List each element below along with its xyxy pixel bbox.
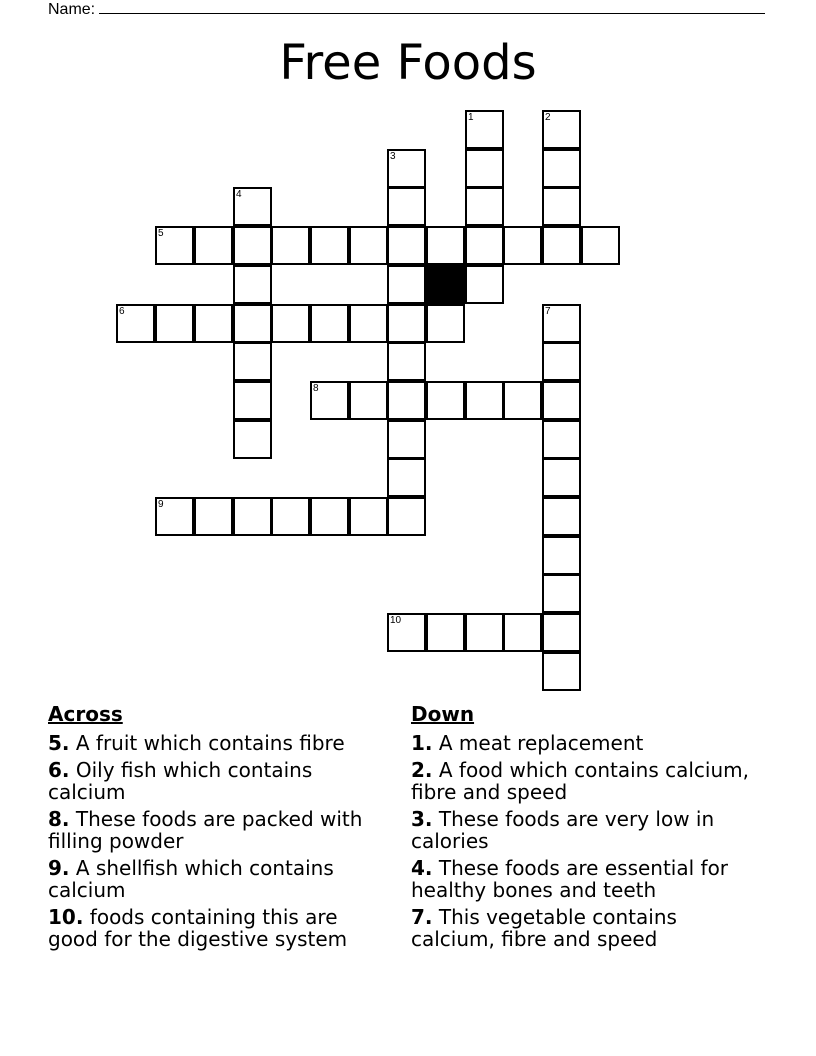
across-clues: [48, 702, 388, 955]
grid-cell[interactable]: [542, 652, 581, 691]
down-clue-2: 2. A food which contains calcium, fibre and speed: [411, 757, 749, 804]
grid-cell[interactable]: [542, 226, 581, 265]
grid-cell[interactable]: [426, 226, 465, 265]
across-clue-6: 6. Oily fish which contains calcium: [48, 757, 313, 804]
clue-number: 5: [158, 228, 164, 239]
grid-cell[interactable]: [465, 187, 504, 226]
grid-cell[interactable]: [310, 381, 349, 420]
grid-cell[interactable]: [465, 381, 504, 420]
grid-cell[interactable]: [387, 613, 426, 652]
grid-cell[interactable]: [542, 458, 581, 497]
across-clue-10: 10. foods containing this are good for the digestive system: [48, 904, 348, 951]
clue-number: 3: [390, 151, 396, 162]
grid-cell[interactable]: [233, 265, 272, 304]
grid-cell[interactable]: [310, 226, 349, 265]
grid-cell[interactable]: [349, 226, 388, 265]
down-clue-1: 1. A meat replacement: [411, 731, 644, 755]
down-clue-4: 4. These foods are essential for healthy bones and teeth: [411, 855, 729, 902]
grid-cell[interactable]: [233, 342, 272, 381]
grid-cell[interactable]: [465, 110, 504, 149]
grid-cell[interactable]: [542, 187, 581, 226]
grid-cell[interactable]: [542, 613, 581, 652]
grid-cell[interactable]: [542, 304, 581, 343]
grid-cell[interactable]: [542, 342, 581, 381]
clue-number: 6: [119, 306, 125, 317]
grid-cell[interactable]: [387, 342, 426, 381]
grid-cell[interactable]: [349, 381, 388, 420]
grid-cell[interactable]: [387, 304, 426, 343]
grid-cell[interactable]: [116, 304, 155, 343]
grid-cell[interactable]: [310, 497, 349, 536]
down-clues: [411, 702, 756, 955]
grid-cell[interactable]: [542, 536, 581, 575]
grid-cell[interactable]: [194, 304, 233, 343]
grid-cell[interactable]: [426, 304, 465, 343]
grid-cell[interactable]: [387, 187, 426, 226]
across-clue-9: 9. A shellfish which contains calcium: [48, 855, 334, 902]
grid-cell[interactable]: [542, 149, 581, 188]
grid-cell[interactable]: [194, 226, 233, 265]
grid-cell[interactable]: [155, 497, 194, 536]
grid-cell[interactable]: [155, 304, 194, 343]
clue-number: 7: [545, 306, 551, 317]
down-clue-3: 3. These foods are very low in calories: [411, 806, 715, 853]
grid-block: [426, 265, 465, 304]
grid-cell[interactable]: [387, 226, 426, 265]
grid-cell[interactable]: [465, 149, 504, 188]
grid-cell[interactable]: [271, 497, 310, 536]
grid-cell[interactable]: [271, 226, 310, 265]
grid-cell[interactable]: [387, 458, 426, 497]
down-heading: Down: [411, 702, 475, 726]
across-heading: Across: [48, 702, 123, 726]
grid-cell[interactable]: [155, 226, 194, 265]
grid-cell[interactable]: [387, 381, 426, 420]
grid-cell[interactable]: [542, 420, 581, 459]
grid-cell[interactable]: [310, 304, 349, 343]
across-clue-8: 8. These foods are packed with filling powder: [48, 806, 363, 853]
grid-cell[interactable]: [233, 226, 272, 265]
grid-cell[interactable]: [349, 497, 388, 536]
grid-cell[interactable]: [233, 420, 272, 459]
clue-number: 8: [313, 383, 319, 394]
clue-number: 10: [390, 615, 402, 626]
grid-cell[interactable]: [503, 613, 542, 652]
grid-cell[interactable]: [542, 497, 581, 536]
grid-cell[interactable]: [426, 381, 465, 420]
grid-cell[interactable]: [233, 497, 272, 536]
grid-cell[interactable]: [233, 304, 272, 343]
grid-cell[interactable]: [349, 304, 388, 343]
grid-cell[interactable]: [387, 420, 426, 459]
clue-number: 4: [236, 189, 242, 200]
grid-cell[interactable]: [233, 187, 272, 226]
down-clue-7: 7. This vegetable contains calcium, fibre and speed: [411, 904, 677, 951]
clue-number: 2: [545, 112, 551, 123]
grid-cell[interactable]: [194, 497, 233, 536]
grid-cell[interactable]: [503, 381, 542, 420]
grid-cell[interactable]: [387, 149, 426, 188]
grid-cell[interactable]: [387, 497, 426, 536]
grid-cell[interactable]: [271, 304, 310, 343]
name-label: Name:: [48, 1, 96, 18]
clue-number: 9: [158, 499, 164, 510]
grid-cell[interactable]: [233, 381, 272, 420]
grid-cell[interactable]: [503, 226, 542, 265]
grid-cell[interactable]: [542, 574, 581, 613]
grid-cell[interactable]: [542, 381, 581, 420]
grid-cell[interactable]: [387, 265, 426, 304]
grid-cell[interactable]: [542, 110, 581, 149]
grid-cell[interactable]: [465, 265, 504, 304]
grid-cell[interactable]: [426, 613, 465, 652]
grid-cell[interactable]: [465, 226, 504, 265]
clue-number: 1: [468, 112, 474, 123]
grid-cell[interactable]: [465, 613, 504, 652]
grid-cell[interactable]: [581, 226, 620, 265]
puzzle-title: Free Foods: [279, 35, 537, 91]
across-clue-5: 5. A fruit which contains fibre: [48, 731, 345, 755]
